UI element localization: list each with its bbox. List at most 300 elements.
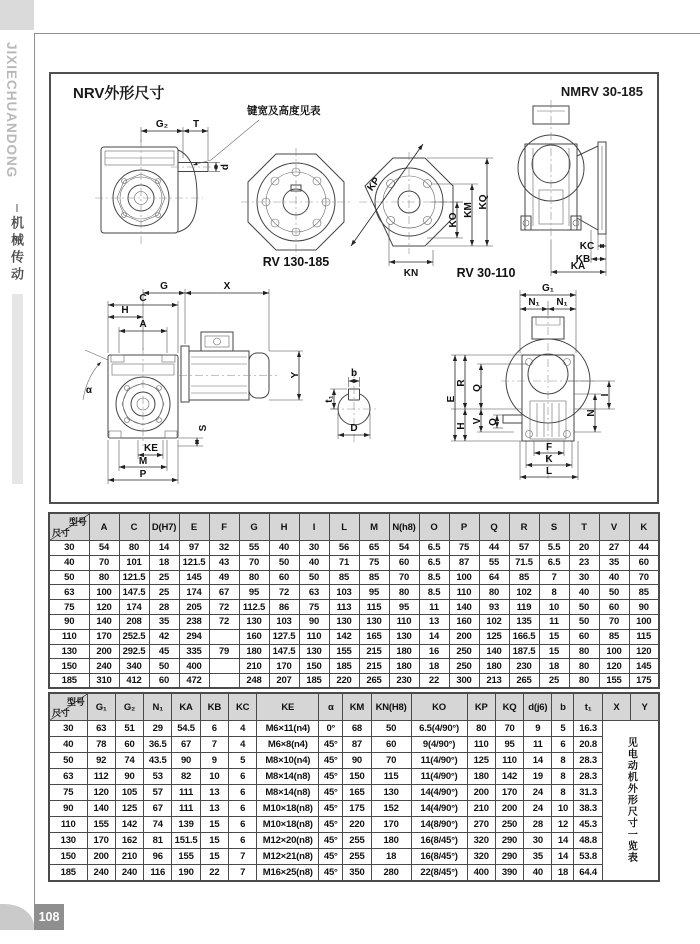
dimension-table-input bbox=[48, 692, 660, 882]
table-cell: 310 bbox=[89, 674, 119, 689]
table-cell: 45.3 bbox=[574, 817, 602, 833]
table-cell: 95 bbox=[359, 585, 389, 600]
table-cell: 6.5 bbox=[419, 555, 449, 570]
table-cell: 64.4 bbox=[574, 865, 602, 881]
sidebar-rule bbox=[34, 33, 35, 908]
sidebar-top-block bbox=[0, 0, 34, 30]
table-cell: M16×25(n8) bbox=[257, 865, 319, 881]
dim-label-ko: KO bbox=[448, 212, 459, 228]
table-cell: 6 bbox=[552, 737, 574, 753]
column-header: K bbox=[629, 513, 659, 541]
table-cell: 72 bbox=[209, 600, 239, 615]
table-cell: 170 bbox=[87, 833, 115, 849]
dim-label-r: R bbox=[456, 379, 467, 387]
column-header: F bbox=[209, 513, 239, 541]
table-cell: 70 bbox=[495, 721, 523, 737]
table-cell: 50 bbox=[599, 585, 629, 600]
dim-label-h2: H bbox=[456, 422, 467, 430]
table-cell: 110 bbox=[449, 585, 479, 600]
column-header: N₁ bbox=[144, 693, 172, 721]
column-header: X bbox=[602, 693, 630, 721]
table-cell: 22(8/45°) bbox=[411, 865, 467, 881]
technical-drawings bbox=[51, 98, 657, 502]
column-header: d(j6) bbox=[524, 693, 552, 721]
table-cell: 200 bbox=[89, 644, 119, 659]
table-cell: 170 bbox=[495, 785, 523, 801]
table-row bbox=[49, 541, 659, 556]
table-cell: 190 bbox=[172, 865, 200, 881]
table-cell: 210 bbox=[239, 659, 269, 674]
table-cell: 45 bbox=[149, 644, 179, 659]
table-cell: 200 bbox=[467, 785, 495, 801]
drawing-panel bbox=[49, 72, 659, 504]
table-row bbox=[49, 721, 659, 737]
table-cell: 142 bbox=[115, 817, 143, 833]
table-cell: 8 bbox=[552, 769, 574, 785]
table-cell: 22 bbox=[200, 865, 228, 881]
table-cell: 110 bbox=[495, 753, 523, 769]
table-cell: 174 bbox=[179, 585, 209, 600]
table-cell: 6 bbox=[228, 833, 256, 849]
table-cell: 155 bbox=[172, 849, 200, 865]
table-cell: 115 bbox=[359, 600, 389, 615]
table-cell: 45° bbox=[319, 737, 343, 753]
table-cell: 113 bbox=[329, 600, 359, 615]
column-header: KC bbox=[228, 693, 256, 721]
table-row bbox=[49, 644, 659, 659]
table-cell: 112.5 bbox=[239, 600, 269, 615]
table-row bbox=[49, 801, 659, 817]
table-cell: 87 bbox=[343, 737, 371, 753]
table-cell: 70 bbox=[599, 614, 629, 629]
table-cell: 147.5 bbox=[269, 644, 299, 659]
table-cell: 101 bbox=[119, 555, 149, 570]
column-header: P bbox=[449, 513, 479, 541]
table-corner-header: 型号 尺寸 bbox=[49, 693, 87, 721]
table-cell: 290 bbox=[495, 833, 523, 849]
table-cell: 67 bbox=[144, 801, 172, 817]
table-cell: 142 bbox=[329, 629, 359, 644]
table-cell bbox=[209, 674, 239, 689]
table-cell: 13 bbox=[419, 614, 449, 629]
table-cell: 67 bbox=[172, 737, 200, 753]
table-cell: 6 bbox=[228, 769, 256, 785]
table-cell: 60 bbox=[371, 737, 411, 753]
table-cell: 127.5 bbox=[269, 629, 299, 644]
table-row bbox=[49, 849, 659, 865]
table-cell: 9 bbox=[524, 721, 552, 737]
table-cell: 30 bbox=[569, 570, 599, 585]
dim-label-l: L bbox=[545, 466, 553, 477]
table-cell: 15 bbox=[200, 817, 228, 833]
table-cell: 50 bbox=[149, 659, 179, 674]
dim-label-g1: G₁ bbox=[542, 283, 554, 294]
table-cell: 24 bbox=[524, 801, 552, 817]
table-cell: 152 bbox=[371, 801, 411, 817]
table-cell: 55 bbox=[239, 541, 269, 556]
table-cell: 412 bbox=[119, 674, 149, 689]
table-cell: 280 bbox=[371, 865, 411, 881]
table-cell: 121.5 bbox=[179, 555, 209, 570]
dim-label-k: K bbox=[545, 454, 553, 465]
column-header: KP bbox=[467, 693, 495, 721]
dim-label-x: X bbox=[223, 281, 231, 292]
column-header: L bbox=[329, 513, 359, 541]
table-cell: 40 bbox=[599, 570, 629, 585]
dim-label-i: I bbox=[600, 393, 611, 397]
table-cell: 74 bbox=[144, 817, 172, 833]
table-cell: 20 bbox=[569, 541, 599, 556]
row-model: 150 bbox=[49, 849, 87, 865]
table-cell: 8.5 bbox=[419, 585, 449, 600]
column-header: KO bbox=[411, 693, 467, 721]
table-cell: 42 bbox=[149, 629, 179, 644]
row-model: 40 bbox=[49, 737, 87, 753]
table-cell: 220 bbox=[343, 817, 371, 833]
table-cell: 15 bbox=[539, 644, 569, 659]
dim-label-c: C bbox=[139, 293, 147, 304]
table-cell: 9 bbox=[200, 753, 228, 769]
dim-label-ke: KE bbox=[144, 443, 158, 454]
table-cell: 95 bbox=[389, 600, 419, 615]
table-cell: 16(8/45°) bbox=[411, 833, 467, 849]
table-cell: 119 bbox=[509, 600, 539, 615]
table-row bbox=[49, 555, 659, 570]
table-cell: 115 bbox=[629, 629, 659, 644]
flange-rv30-110 bbox=[351, 144, 515, 280]
dim-label-d: d bbox=[220, 163, 231, 171]
table-row bbox=[49, 753, 659, 769]
column-header: S bbox=[539, 513, 569, 541]
column-header: b bbox=[552, 693, 574, 721]
table-cell: 14 bbox=[552, 833, 574, 849]
table-cell: 80 bbox=[569, 659, 599, 674]
table-cell: 252.5 bbox=[119, 629, 149, 644]
table-cell: 300 bbox=[449, 674, 479, 689]
table-cell: 135 bbox=[509, 614, 539, 629]
dim-label-n: N bbox=[586, 409, 597, 417]
table-cell: 100 bbox=[449, 570, 479, 585]
dim-label-a: A bbox=[139, 319, 147, 330]
table-cell: 200 bbox=[495, 801, 523, 817]
table-cell: 111 bbox=[172, 801, 200, 817]
table-cell: 60 bbox=[149, 674, 179, 689]
dim-label-q: Q bbox=[472, 384, 483, 392]
table-row bbox=[49, 585, 659, 600]
table-cell: M8×10(n4) bbox=[257, 753, 319, 769]
table-cell: 170 bbox=[269, 659, 299, 674]
table-cell: 240 bbox=[115, 865, 143, 881]
dim-label-o: O bbox=[488, 418, 499, 426]
row-model: 75 bbox=[49, 600, 89, 615]
table-cell: 29 bbox=[144, 721, 172, 737]
table-cell: 180 bbox=[239, 644, 269, 659]
dim-label-kb: KB bbox=[575, 254, 591, 265]
column-header: KM bbox=[343, 693, 371, 721]
table-cell: 180 bbox=[467, 769, 495, 785]
column-header: KA bbox=[172, 693, 200, 721]
table-cell: 238 bbox=[179, 614, 209, 629]
table-cell: 120 bbox=[629, 644, 659, 659]
table-cell: 139 bbox=[172, 817, 200, 833]
table-cell: 45° bbox=[319, 833, 343, 849]
table-cell: 54.5 bbox=[172, 721, 200, 737]
table-cell: 130 bbox=[329, 614, 359, 629]
table-cell: 6.5 bbox=[539, 555, 569, 570]
table-cell: 74 bbox=[115, 753, 143, 769]
table-cell: 93 bbox=[479, 600, 509, 615]
table-cell: 8 bbox=[552, 753, 574, 769]
table-cell: 11(4/90°) bbox=[411, 753, 467, 769]
output-shaft-section bbox=[324, 368, 377, 443]
table-cell: 90 bbox=[299, 614, 329, 629]
table-cell: 85 bbox=[599, 629, 629, 644]
table-cell: 67 bbox=[209, 585, 239, 600]
model-range: NMRV 30-185 bbox=[560, 84, 643, 99]
table-cell: 45° bbox=[319, 753, 343, 769]
row-model: 40 bbox=[49, 555, 89, 570]
table-cell: 38.3 bbox=[574, 801, 602, 817]
row-model: 30 bbox=[49, 541, 89, 556]
column-header: KQ bbox=[495, 693, 523, 721]
column-header: G₂ bbox=[115, 693, 143, 721]
table-cell: 142 bbox=[495, 769, 523, 785]
table-cell: 105 bbox=[115, 785, 143, 801]
table-cell: 100 bbox=[599, 644, 629, 659]
table-cell: 64 bbox=[479, 570, 509, 585]
table-cell: 180 bbox=[479, 659, 509, 674]
table-cell: 255 bbox=[343, 849, 371, 865]
table-cell: 112 bbox=[87, 769, 115, 785]
table-cell: 53.8 bbox=[574, 849, 602, 865]
table-cell: M10×18(n8) bbox=[257, 801, 319, 817]
table-cell: 80 bbox=[569, 674, 599, 689]
table-cell: 140 bbox=[89, 614, 119, 629]
column-header: G₁ bbox=[87, 693, 115, 721]
table-cell: 20.8 bbox=[574, 737, 602, 753]
table-cell: 44 bbox=[479, 541, 509, 556]
row-model: 150 bbox=[49, 659, 89, 674]
table-cell: 213 bbox=[479, 674, 509, 689]
table-cell: 155 bbox=[599, 674, 629, 689]
table-cell: 140 bbox=[479, 644, 509, 659]
table-cell: 6.5 bbox=[419, 541, 449, 556]
dim-label-f: F bbox=[545, 442, 553, 453]
table-cell: 30 bbox=[299, 541, 329, 556]
table-cell: 13 bbox=[200, 801, 228, 817]
table-cell: 6 bbox=[200, 721, 228, 737]
table-cell: 200 bbox=[449, 629, 479, 644]
table-cell: 50 bbox=[269, 555, 299, 570]
dim-label-g: G bbox=[160, 281, 168, 292]
table-cell: 18 bbox=[419, 659, 449, 674]
table-cell: 220 bbox=[329, 674, 359, 689]
table-cell: 10 bbox=[200, 769, 228, 785]
keyway-note: 键宽及高度见表 bbox=[247, 105, 321, 117]
table-cell: 18 bbox=[552, 865, 574, 881]
dim-label-km: KM bbox=[463, 202, 474, 218]
table-cell: 9(4/90°) bbox=[411, 737, 467, 753]
row-model: 90 bbox=[49, 614, 89, 629]
table-cell: 45° bbox=[319, 769, 343, 785]
table-cell: 210 bbox=[115, 849, 143, 865]
column-header: I bbox=[299, 513, 329, 541]
dim-label-e: E bbox=[446, 395, 457, 403]
row-model: 75 bbox=[49, 785, 87, 801]
table-cell: 82 bbox=[172, 769, 200, 785]
table-cell: 95 bbox=[239, 585, 269, 600]
gearbox-motor-assembly bbox=[83, 281, 303, 484]
table-cell: 50 bbox=[299, 570, 329, 585]
table-cell: 14 bbox=[524, 753, 552, 769]
table-cell: 140 bbox=[449, 600, 479, 615]
table-cell: 32 bbox=[209, 541, 239, 556]
table-row bbox=[49, 865, 659, 881]
table-cell: 28.3 bbox=[574, 769, 602, 785]
table-cell: 130 bbox=[359, 614, 389, 629]
table-cell: 155 bbox=[329, 644, 359, 659]
table-cell: 60 bbox=[599, 600, 629, 615]
row-model: 110 bbox=[49, 629, 89, 644]
table-cell: 36.5 bbox=[144, 737, 172, 753]
table-cell: 15 bbox=[200, 833, 228, 849]
table-cell: 6 bbox=[228, 801, 256, 817]
table-row bbox=[49, 629, 659, 644]
table-cell: 22 bbox=[419, 674, 449, 689]
table-cell: 5 bbox=[552, 721, 574, 737]
table-cell: 7 bbox=[200, 737, 228, 753]
table-cell: 97 bbox=[179, 541, 209, 556]
table-cell: 240 bbox=[87, 865, 115, 881]
column-header: G bbox=[239, 513, 269, 541]
flange-rv130-185 bbox=[241, 148, 351, 269]
gearbox-motor-side-view bbox=[518, 100, 606, 276]
table-cell: 63 bbox=[299, 585, 329, 600]
table-cell: 19 bbox=[524, 769, 552, 785]
table-cell: 90 bbox=[629, 600, 659, 615]
table-cell: 60 bbox=[389, 555, 419, 570]
table-cell: 175 bbox=[343, 801, 371, 817]
table-cell: 80 bbox=[467, 721, 495, 737]
table-cell: 12 bbox=[552, 817, 574, 833]
dim-label-kp: KP bbox=[365, 175, 383, 194]
column-header: V bbox=[599, 513, 629, 541]
table-cell: 14(8/90°) bbox=[411, 817, 467, 833]
table-cell: 45° bbox=[319, 817, 343, 833]
table-cell bbox=[209, 629, 239, 644]
table-cell: 68 bbox=[343, 721, 371, 737]
table-cell: 150 bbox=[343, 769, 371, 785]
table-cell: 205 bbox=[179, 600, 209, 615]
table-cell: 40 bbox=[299, 555, 329, 570]
row-model: 130 bbox=[49, 644, 89, 659]
table-row bbox=[49, 570, 659, 585]
table-cell: 130 bbox=[371, 785, 411, 801]
dim-label-n1-right: N₁ bbox=[556, 297, 568, 308]
table-cell: 174 bbox=[119, 600, 149, 615]
table-cell: 255 bbox=[343, 833, 371, 849]
table-cell: 50 bbox=[569, 614, 599, 629]
row-model: 63 bbox=[49, 769, 87, 785]
column-header: Y bbox=[631, 693, 659, 721]
table-cell: 250 bbox=[449, 659, 479, 674]
table-cell: M6×8(n4) bbox=[257, 737, 319, 753]
column-header: C bbox=[119, 513, 149, 541]
table-cell: 170 bbox=[89, 629, 119, 644]
row-model: 50 bbox=[49, 753, 87, 769]
column-header: H bbox=[269, 513, 299, 541]
table-cell: 200 bbox=[87, 849, 115, 865]
table-cell: 160 bbox=[239, 629, 269, 644]
table-cell: 25 bbox=[149, 585, 179, 600]
table-cell: 85 bbox=[359, 570, 389, 585]
table-cell: 48.8 bbox=[574, 833, 602, 849]
table-row bbox=[49, 817, 659, 833]
table-cell: 11 bbox=[524, 737, 552, 753]
column-header: R bbox=[509, 513, 539, 541]
table-cell: 75 bbox=[359, 555, 389, 570]
table-cell: 90 bbox=[115, 769, 143, 785]
table-cell: 335 bbox=[179, 644, 209, 659]
flange-large-caption: RV 130-185 bbox=[262, 255, 330, 269]
table-cell: 70 bbox=[629, 570, 659, 585]
table-cell: 472 bbox=[179, 674, 209, 689]
top-rule bbox=[34, 33, 700, 34]
sidebar-category: 机械传动 bbox=[9, 216, 24, 284]
table-cell: 207 bbox=[269, 674, 299, 689]
table-cell: 60 bbox=[115, 737, 143, 753]
table-cell: 166.5 bbox=[509, 629, 539, 644]
row-model: 63 bbox=[49, 585, 89, 600]
table-cell: 71 bbox=[329, 555, 359, 570]
dim-label-kq: KQ bbox=[478, 194, 489, 210]
table-row bbox=[49, 600, 659, 615]
table-cell: 100 bbox=[629, 614, 659, 629]
table-cell: 10 bbox=[552, 801, 574, 817]
dim-label-y: Y bbox=[290, 371, 301, 379]
table-cell: 80 bbox=[389, 585, 419, 600]
footer-swoosh bbox=[0, 904, 34, 930]
table-cell: 185 bbox=[329, 659, 359, 674]
row-model: 130 bbox=[49, 833, 87, 849]
table-cell: 81 bbox=[144, 833, 172, 849]
row-model: 90 bbox=[49, 801, 87, 817]
table-cell: 165 bbox=[359, 629, 389, 644]
column-header: Q bbox=[479, 513, 509, 541]
table-row bbox=[49, 737, 659, 753]
page-title: NRV外形尺寸 bbox=[73, 85, 165, 102]
row-model: 185 bbox=[49, 674, 89, 689]
table-cell: 11 bbox=[419, 600, 449, 615]
dim-label-dcap: D bbox=[350, 423, 358, 434]
table-cell: 125 bbox=[115, 801, 143, 817]
table-cell: 265 bbox=[509, 674, 539, 689]
table-cell: 120 bbox=[599, 659, 629, 674]
table-cell: 65 bbox=[359, 541, 389, 556]
row-model: 110 bbox=[49, 817, 87, 833]
table-cell: 170 bbox=[371, 817, 411, 833]
table-cell: 230 bbox=[509, 659, 539, 674]
table-cell: 292.5 bbox=[119, 644, 149, 659]
table-cell: 125 bbox=[479, 629, 509, 644]
table-cell: 185 bbox=[299, 674, 329, 689]
table-cell: 102 bbox=[509, 585, 539, 600]
table-cell: 400 bbox=[467, 865, 495, 881]
table-cell: 80 bbox=[569, 644, 599, 659]
table-cell: 40 bbox=[524, 865, 552, 881]
table-cell: 25 bbox=[149, 570, 179, 585]
table-cell: 230 bbox=[389, 674, 419, 689]
